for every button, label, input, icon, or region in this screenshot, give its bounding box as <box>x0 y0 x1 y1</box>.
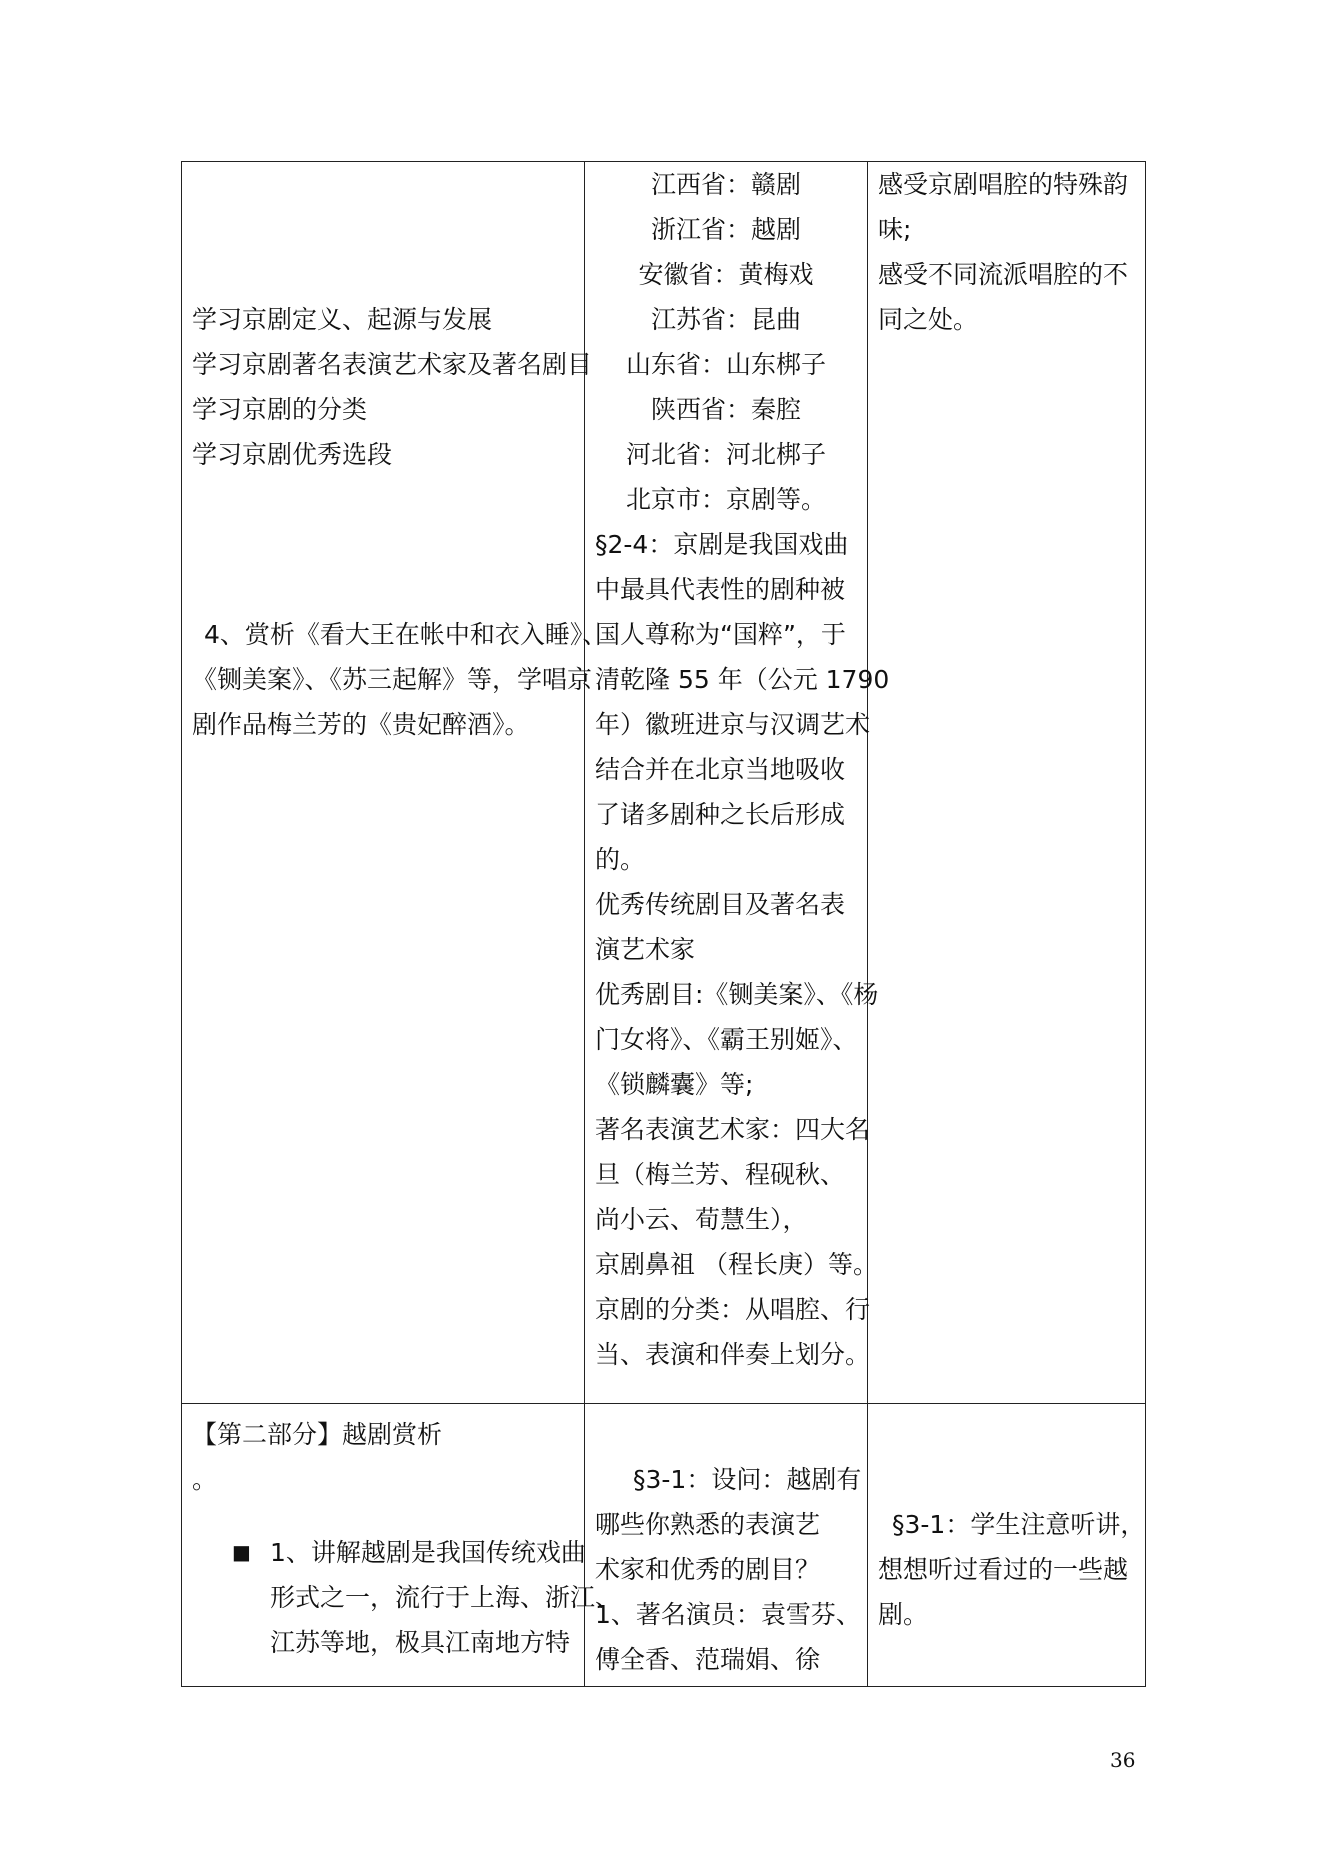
text-line: 旦（梅兰芳、程砚秋、 <box>595 1160 846 1189</box>
student-activity-cell <box>868 162 1146 1404</box>
text-line: 形式之一，流行于上海、浙江、 <box>270 1583 621 1612</box>
black-square-bullet-icon: ■ <box>232 1540 251 1564</box>
text-line: 演艺术家 <box>595 935 696 964</box>
appreciation-item <box>192 612 608 747</box>
bullet-item <box>192 1530 621 1665</box>
text-line: §2-4：京剧是我国戏曲 <box>595 530 849 559</box>
appreciation-line: 4、赏析《看大王在帐中和衣入睡》、 <box>204 620 608 649</box>
province-opera: 河北省：河北梆子 <box>625 440 826 469</box>
province-opera: 安徽省：黄梅戏 <box>638 260 814 289</box>
peking-opera-explanation <box>595 522 890 1377</box>
text-line: 优秀传统剧目及著名表 <box>595 890 846 919</box>
table-row <box>182 162 1146 1404</box>
province-opera: 浙江省：越剧 <box>650 215 801 244</box>
province-opera: 江苏省：昆曲 <box>650 305 801 334</box>
text-line: 优秀剧目:《铡美案》、《杨 <box>595 980 879 1009</box>
text-line: 剧。 <box>878 1600 929 1629</box>
goal-item: 学习京剧著名表演艺术家及著名剧目 <box>192 350 593 379</box>
text-line: 感受京剧唱腔的特殊韵 <box>878 170 1129 199</box>
text-line: 想想听过看过的一些越 <box>878 1555 1129 1584</box>
student-activity-cell <box>868 1404 1146 1687</box>
text-line: 结合并在北京当地吸收 <box>595 755 846 784</box>
goal-item: 学习京剧的分类 <box>192 395 368 424</box>
text-line: §3-1：学生注意听讲， <box>892 1510 1146 1539</box>
text-line: 年）徽班进京与汉调艺术 <box>595 710 871 739</box>
appreciation-line: 《铡美案》、《苏三起解》等，学唱京 <box>192 665 593 694</box>
text-line: 1、著名演员：袁雪芬、 <box>595 1600 861 1629</box>
text-line: §3-1：设问：越剧有 <box>633 1465 862 1494</box>
text-line: 京剧鼻祖 （程长庚）等。 <box>595 1250 878 1279</box>
section-heading: 【第二部分】越剧赏析 <box>192 1420 443 1449</box>
stray-dot: 。 <box>192 1465 218 1494</box>
lesson-plan-table <box>181 161 1146 1687</box>
text-line: 傅全香、范瑞娟、徐 <box>595 1645 821 1674</box>
text-line: 清乾隆 55 年（公元 1790 <box>595 665 890 694</box>
text-line: 1、讲解越剧是我国传统戏曲 <box>270 1538 586 1567</box>
appreciation-line: 剧作品梅兰芳的《贵妃醉酒》。 <box>192 710 530 739</box>
text-line: 哪些你熟悉的表演艺 <box>595 1510 821 1539</box>
text-line: 感受不同流派唱腔的不 <box>878 260 1129 289</box>
teacher-activity-cell <box>585 162 890 1404</box>
province-opera: 北京市：京剧等。 <box>625 485 826 514</box>
text-line: 国人尊称为“国粹”，于 <box>595 620 846 649</box>
text-line: 术家和优秀的剧目？ <box>595 1555 821 1584</box>
teacher-activity-cell <box>585 1404 868 1687</box>
province-opera: 陕西省：秦腔 <box>650 395 801 424</box>
goal-item: 学习京剧优秀选段 <box>192 440 393 469</box>
text-line: 中最具代表性的剧种被 <box>595 575 846 604</box>
text-line: 的。 <box>595 845 646 874</box>
text-line: 著名表演艺术家：四大名 <box>595 1115 871 1144</box>
text-line: 同之处。 <box>878 305 979 334</box>
text-line: 尚小云、荀慧生）， <box>595 1205 808 1234</box>
page-number: 36 <box>1110 1748 1136 1772</box>
text-line: 京剧的分类：从唱腔、行 <box>595 1295 871 1324</box>
teaching-content-cell <box>182 162 608 1404</box>
text-line: 《锁麟囊》等; <box>595 1070 754 1099</box>
text-line: 门女将》、《霸王别姬》、 <box>595 1025 858 1054</box>
table-row <box>182 1404 1146 1687</box>
teaching-content-cell <box>182 1404 621 1687</box>
goal-item: 学习京剧定义、起源与发展 <box>192 305 493 334</box>
text-line: 江苏等地，极具江南地方特 <box>270 1628 571 1657</box>
text-line: 当、表演和伴奏上划分。 <box>595 1340 871 1369</box>
goals-list <box>192 297 593 477</box>
province-opera: 江西省：赣剧 <box>650 170 801 199</box>
text-line: 了诸多剧种之长后形成 <box>595 800 846 829</box>
province-opera: 山东省：山东梆子 <box>625 350 826 379</box>
province-opera-list <box>595 162 857 522</box>
text-line: 味; <box>878 215 912 244</box>
